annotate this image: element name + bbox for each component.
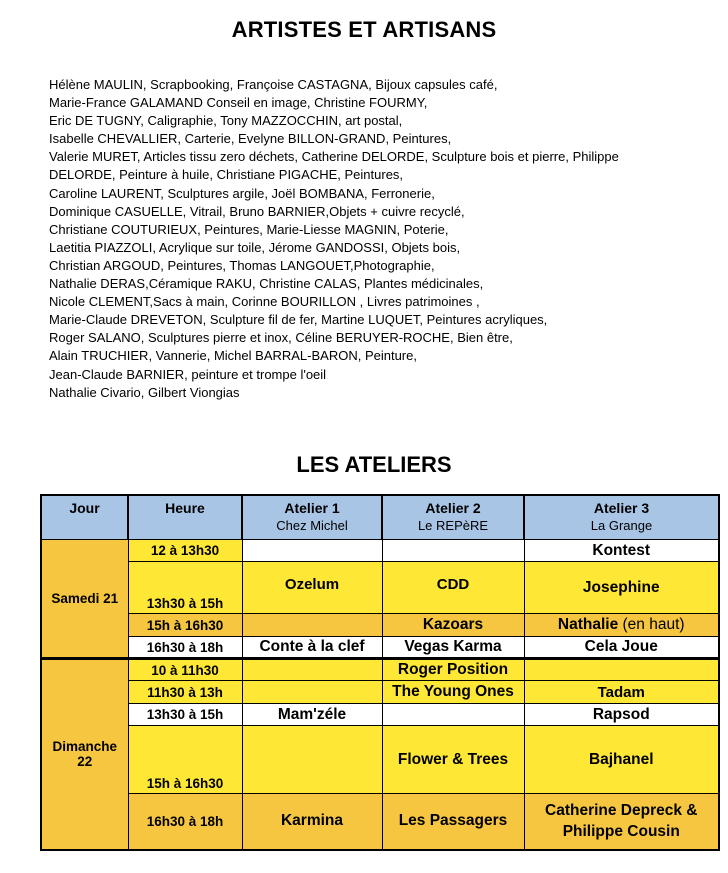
atelier-2-cell — [382, 540, 524, 562]
atelier-3-note: (en haut) — [618, 616, 685, 633]
header-atelier-3-title: Atelier 3 — [593, 500, 650, 516]
artists-line: Isabelle CHEVALLIER, Carterie, Evelyne BILLON-GRAND, Peintures, — [49, 131, 452, 147]
time-cell: 16h30 à 18h — [128, 794, 242, 850]
atelier-1-cell — [242, 681, 382, 704]
time-cell: 10 à 11h30 — [128, 659, 242, 681]
table-row — [41, 562, 719, 614]
table-row — [41, 659, 719, 681]
table-row — [41, 614, 719, 637]
table-header-row — [41, 495, 719, 540]
atelier-3-cell: Rapsod — [524, 704, 719, 726]
atelier-2-cell: Flower & Trees — [382, 726, 524, 794]
atelier-1-cell — [242, 726, 382, 794]
artists-line: Christiane COUTURIEUX, Peintures, Marie-Liesse MAGNIN, Poterie, — [49, 221, 449, 237]
artists-line: Alain TRUCHIER, Vannerie, Michel BARRAL-BARON, Peinture, — [49, 348, 417, 364]
atelier-3-name: Nathalie — [557, 616, 619, 633]
artists-line: Marie-France GALAMAND Conseil en image, Christine FOURMY, — [49, 95, 428, 111]
ateliers-title: LES ATELIERS — [296, 452, 452, 477]
table-row — [41, 704, 719, 726]
atelier-1-cell — [242, 614, 382, 637]
artists-line: Christian ARGOUD, Peintures, Thomas LANGOUET,Photographie, — [49, 257, 435, 273]
time-cell: 15h à 16h30 — [128, 726, 242, 794]
time-cell: 13h30 à 15h — [128, 704, 242, 726]
header-atelier-1-location: Chez Michel — [276, 518, 348, 533]
ateliers-schedule-table — [40, 494, 720, 851]
atelier-2-cell — [382, 704, 524, 726]
day-dimanche — [41, 659, 128, 850]
atelier-3-cell: Josephine — [524, 562, 719, 614]
artists-line: Caroline LAURENT, Sculptures argile, Joël BOMBANA, Ferronerie, — [49, 185, 435, 201]
atelier-3-line: Catherine Depreck & — [545, 802, 698, 820]
atelier-2-cell: Kazoars — [382, 614, 524, 637]
atelier-2-cell: The Young Ones — [382, 681, 524, 704]
artists-line: Nathalie DERAS,Céramique RAKU, Christine CALAS, Plantes médicinales, — [49, 276, 484, 292]
atelier-1-cell: Conte à la clef — [242, 637, 382, 659]
header-atelier-2-location: Le REPèRE — [417, 518, 489, 533]
artists-title: ARTISTES ET ARTISANS — [231, 17, 497, 42]
header-atelier-1-title: Atelier 1 — [284, 500, 340, 516]
atelier-1-cell — [242, 540, 382, 562]
time-cell: 15h à 16h30 — [128, 614, 242, 637]
table-row — [41, 540, 719, 562]
artists-line: Jean-Claude BARNIER, peinture et trompe l'oeil — [49, 366, 327, 382]
time-cell: 16h30 à 18h — [128, 637, 242, 659]
artists-line: Marie-Claude DREVETON, Sculpture fil de fer, Martine LUQUET, Peintures acryliques, — [49, 312, 548, 328]
atelier-3-cell: Cela Joue — [524, 637, 719, 659]
time-cell: 11h30 à 13h — [128, 681, 242, 704]
table-row — [41, 794, 719, 850]
atelier-2-cell: Vegas Karma — [382, 637, 524, 659]
header-atelier-1 — [242, 495, 382, 540]
table-row — [41, 681, 719, 704]
artists-line: Laetitia PIAZZOLI, Acrylique sur toile, Jérome GANDOSSI, Objets bois, — [49, 239, 461, 255]
time-cell: 13h30 à 15h — [128, 562, 242, 614]
day-dimanche-label: Dimanche — [52, 739, 118, 755]
atelier-1-cell: Mam'zéle — [242, 704, 382, 726]
atelier-3-cell — [524, 659, 719, 681]
atelier-3-line: Philippe Cousin — [562, 823, 680, 841]
artists-line: Nathalie Civario, Gilbert Viongias — [49, 384, 240, 400]
atelier-1-cell — [242, 659, 382, 681]
table-row — [41, 726, 719, 794]
artists-line: Dominique CASUELLE, Vitrail, Bruno BARNIER,Objets + cuivre recyclé, — [49, 203, 465, 219]
header-jour: Jour — [41, 495, 128, 540]
table-row — [41, 637, 719, 659]
header-atelier-3-location: La Grange — [590, 518, 653, 533]
atelier-3-cell — [524, 794, 719, 850]
header-heure: Heure — [128, 495, 242, 540]
atelier-3-cell: Bajhanel — [524, 726, 719, 794]
artists-line: DELORDE, Peinture à huile, Christiane PIGACHE, Peintures, — [49, 167, 404, 183]
atelier-3-cell: Tadam — [524, 681, 719, 704]
artists-line: Valerie MURET, Articles tissu zero déchets, Catherine DELORDE, Sculpture bois et pierre, Philippe — [49, 149, 619, 165]
atelier-2-cell: Roger Position — [382, 659, 524, 681]
atelier-2-cell: CDD — [382, 562, 524, 614]
time-cell: 12 à 13h30 — [128, 540, 242, 562]
artists-list — [49, 76, 699, 402]
header-atelier-2 — [382, 495, 524, 540]
artists-line: Hélène MAULIN, Scrapbooking, Françoise CASTAGNA, Bijoux capsules café, — [49, 77, 498, 92]
header-atelier-3 — [524, 495, 719, 540]
header-atelier-2-title: Atelier 2 — [425, 500, 481, 516]
atelier-1-cell: Ozelum — [242, 562, 382, 614]
artists-line: Eric DE TUGNY, Caligraphie, Tony MAZZOCCHIN, art postal, — [49, 113, 403, 129]
artists-line: Nicole CLEMENT,Sacs à main, Corinne BOURILLON , Livres patrimoines , — [49, 294, 480, 310]
atelier-3-cell — [524, 614, 719, 637]
atelier-1-cell: Karmina — [242, 794, 382, 850]
atelier-2-cell: Les Passagers — [382, 794, 524, 850]
day-dimanche-number: 22 — [77, 754, 93, 770]
atelier-3-cell: Kontest — [524, 540, 719, 562]
day-samedi: Samedi 21 — [41, 540, 128, 659]
artists-line: Roger SALANO, Sculptures pierre et inox, Céline BERUYER-ROCHE, Bien être, — [49, 330, 513, 346]
